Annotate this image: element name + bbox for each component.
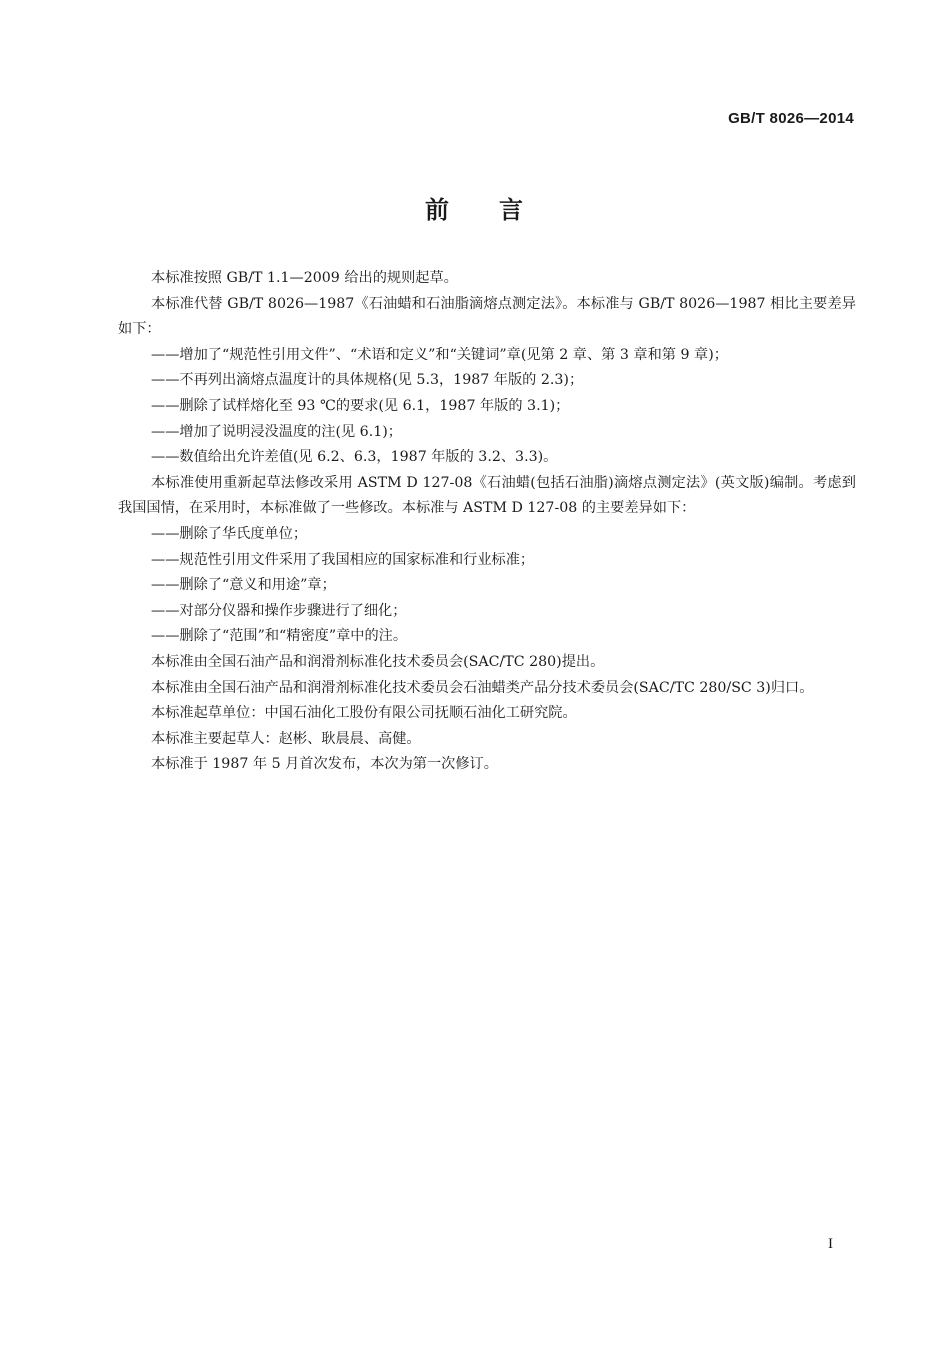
list-item: ——数值给出允许差值(见 6.2、6.3，1987 年版的 3.2、3.3)。 (151, 449, 558, 466)
page-title (0, 190, 950, 225)
standard-number-header: GB/T 8026—2014 (728, 110, 854, 127)
list-item: ——增加了“规范性引用文件”、“术语和定义”和“关键词”章(见第 2 章、第 3 章和第 9 章)； (151, 346, 728, 363)
list-item: ——对部分仪器和操作步骤进行了细化； (151, 602, 407, 619)
list-item: ——删除了华氏度单位； (151, 525, 308, 542)
list-item: ——删除了试样熔化至 93 ℃的要求(见 6.1，1987 年版的 3.1)； (151, 397, 570, 414)
page-number: I (828, 1236, 833, 1252)
paragraph-drafting-rules: 本标准按照 GB/T 1.1—2009 给出的规则起草。 (151, 270, 458, 286)
list-item: ——增加了说明浸没温度的注(见 6.1)； (151, 423, 402, 440)
paragraph-proposed-by: 本标准由全国石油产品和润滑剂标准化技术委员会(SAC/TC 280)提出。 (151, 653, 605, 670)
paragraph-replaces: 本标准代替 GB/T 8026—1987《石油蜡和石油脂滴熔点测定法》。本标准与 GB/T 8026—1987 相比主要差异如下： (118, 295, 856, 338)
paragraph-publication-history: 本标准于 1987 年 5 月首次发布，本次为第一次修订。 (151, 756, 498, 773)
list-item: ——删除了“意义和用途”章； (151, 577, 336, 594)
foreword-body (118, 266, 856, 778)
title-char-2: 言 (499, 196, 525, 224)
title-char-1: 前 (425, 196, 451, 224)
paragraph-astm-adoption: 本标准使用重新起草法修改采用 ASTM D 127-08《石油蜡(包括石油脂)滴熔点测定法》(英文版)编制。考虑到我国国情，在采用时，本标准做了一些修改。本标准与 ASTM D 127-08 的主要差异如下： (118, 474, 856, 517)
list-item: ——删除了“范围”和“精密度”章中的注。 (151, 628, 408, 645)
list-item: ——不再列出滴熔点温度计的具体规格(见 5.3，1987 年版的 2.3)； (151, 372, 584, 389)
paragraph-under-jurisdiction: 本标准由全国石油产品和润滑剂标准化技术委员会石油蜡类产品分技术委员会(SAC/TC 280/SC 3)归口。 (151, 679, 814, 696)
list-item: ——规范性引用文件采用了我国相应的国家标准和行业标准； (151, 551, 535, 568)
paragraph-drafting-organization: 本标准起草单位：中国石油化工股份有限公司抚顺石油化工研究院。 (151, 705, 577, 722)
paragraph-drafters: 本标准主要起草人：赵彬、耿晨晨、高健。 (151, 730, 421, 747)
